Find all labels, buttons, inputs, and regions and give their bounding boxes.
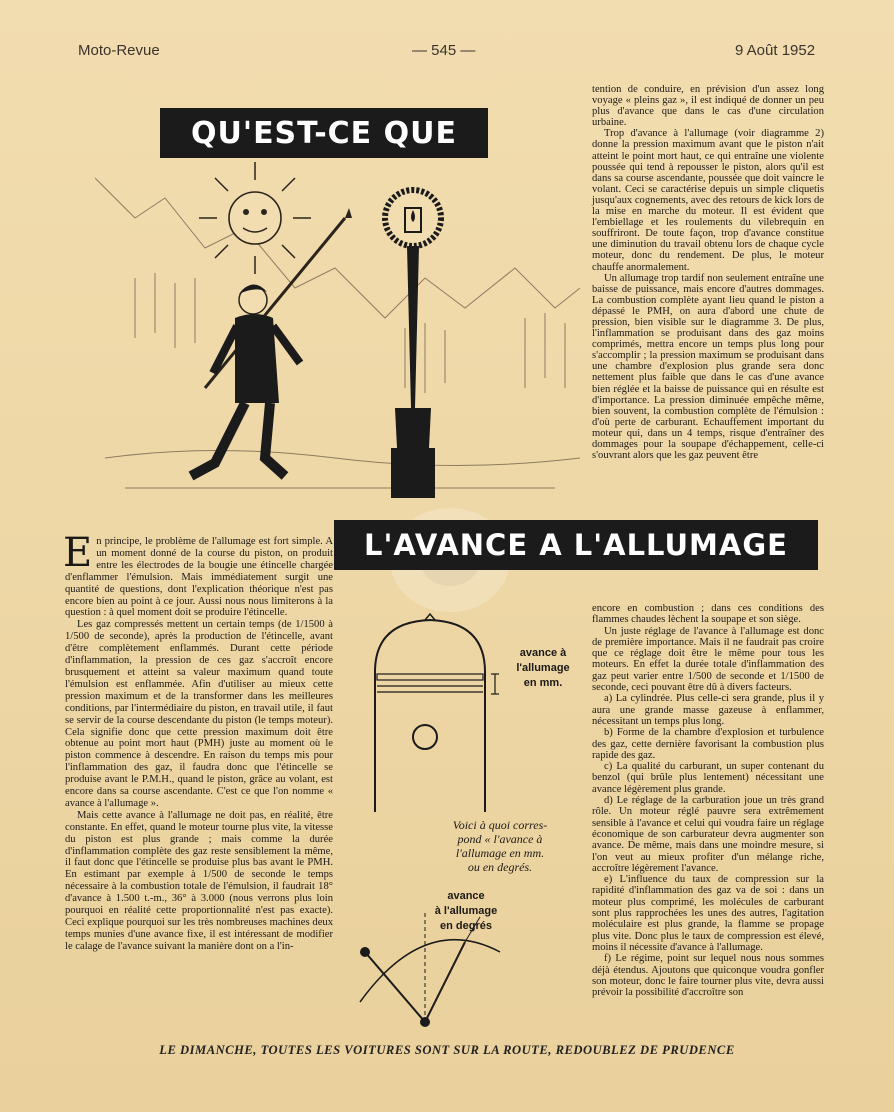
right-lower-paragraph-0: encore en combustion ; dans ces conditions des flammes chaudes lèchent la soupape et son siège. xyxy=(592,603,824,626)
right-column-lower-text xyxy=(592,603,824,998)
right-paragraph-3: Un allumage trop tardif non seulement entraîne une baisse de puissance, mais encore d'autres dommages. La combustion complète ayant lieu quand le piston a dépassé le PMH, on aura d'abord une chute de pression, bien visible sur le diagramme 3. De plus, l'inflammation se produisant dans des gaz moins comprimés, mettra encore un temps plus long pour s'accomplir ; la pression maximum se produisant dans une chambre d'explosion plus grande sera donc nettement plus faible que dans le cas d'une avance bien réglée et la baisse de puissance qui en résulte est d'importance. La pression diminuée empêche même, bien souvent, la combustion complète de l'émulsion : d'où perte de carburant. Echauffement important du moteur qui, dans un 4 temps, risque d'entraîner des dommages pour la soupape d'échappement, celle-ci s'ouvrant alors que les gaz peuvent être xyxy=(592,272,824,462)
intro-paragraph-3: Mais cette avance à l'allumage ne doit pas, en réalité, être constante. En effet, quand le moteur tourne plus vite, la vitesse du piston est plus grande ; mais comme la durée d'inflammation complète des gaz reste sensiblement la même, il faut donc que l'étincelle se produise plus bas avant le PMH. En estimant par exemple à 1/500 de seconde le temps nécessaire à la combustion totale de l'émulsion, il faudrait 18° d'avance à 1.500 t.-m., 36° à 3.000 (nous verrons plus loin pourquoi en réalité cette proportionnalité n'est pas exacte). Ceci explique pourquoi sur les très nombreuses machines deux temps munies d'une avance fixe, il est intéressant de modifier le calage de l'avance suivant la manière dont on a l'in- xyxy=(65,809,333,952)
right-paragraph-1: tention de conduire, en prévision d'un assez long voyage « pleins gaz », il est indiqué de donner un peu plus d'avance que dans le cas d'une circulation urbaine. xyxy=(592,84,824,129)
diagram-label-mm: avance à l'allumage en mm. xyxy=(516,647,570,689)
lamplighter-illustration xyxy=(95,158,580,510)
factor-c: c) La qualité du carburant, un super contenant du benzol (qui brûle plus lentement) nécessitant une avance légèrement plus grande. xyxy=(592,761,824,795)
title-banner-main: L'AVANCE A L'ALLUMAGE xyxy=(334,520,818,570)
intro-paragraph-1: En principe, le problème de l'allumage est fort simple. A un moment donné de la course du piston, on produit entre les électrodes de la bougie une étincelle chargée d'enflammer l'émulsion. Mais immédiatement surgit une quantité de questions, dont l'explication théorique n'est pas encore bien au point à ce jour. Aussi nous nous limiterons à la question : à quel moment doit se produire l'étincelle. xyxy=(63,530,333,619)
street-lamp xyxy=(385,190,441,498)
man-figure xyxy=(191,208,352,476)
diagram-caption: Voici à quoi corres- pond « l'avance à l'allumage en mm. ou en degrés. xyxy=(452,818,548,874)
left-column-text xyxy=(63,530,333,953)
factor-a: a) La cylindrée. Plus celle-ci sera grande, plus il y aura une grande masse gazeuse à enflammer, nécessitant un temps plus long. xyxy=(592,693,824,727)
sun-drawing xyxy=(199,162,311,274)
header-publication: Moto-Revue xyxy=(78,42,160,59)
title-banner-top: QU'EST-CE QUE xyxy=(160,108,488,158)
footer-slogan: LE DIMANCHE, TOUTES LES VOITURES SONT SUR LA ROUTE, REDOUBLEZ DE PRUDENCE xyxy=(159,1043,735,1057)
right-lower-paragraph-1: Un juste réglage de l'avance à l'allumage est donc de première importance. Mais il ne faudrait pas croire que ce réglage doit être le même pour tous les moteurs. En effet la durée totale d'inflammation des gaz peut varier entre 1/500 de seconde et 1/1500 de seconde, ceci pouvant être dû à divers facteurs. xyxy=(592,625,824,694)
header-page-number: — 545 — xyxy=(412,42,476,59)
right-column-upper-text xyxy=(592,84,824,461)
factor-d: d) Le réglage de la carburation joue un très grand rôle. Un moteur réglé pauvre sera extrêmement sensible à l'avance et celui qui voudra faire un réglage économique de son carburateur devra augmenter son avance. De même, mais dans une moindre mesure, si l'on veut au mieux profiter d'un mélange riche, accroître légèrement l'avance. xyxy=(592,795,824,874)
factor-b: b) Forme de la chambre d'explosion et turbulence des gaz, cette dernière favorisant la combustion plus rapide des gaz. xyxy=(592,727,824,761)
factor-e: e) L'influence du taux de compression sur la rapidité d'inflammation des gaz va de soi : dans un moteur plus comprimé, les molécules de carburant sont plus rapprochées les unes des autres, l'agitation moléculaire est plus grande, la flamme se propage plus vite. Donc plus le taux de compression est élevé, moins il nécessite d'avance à l'allumage. xyxy=(592,874,824,953)
factor-f: f) Le régime, point sur lequel nous nous sommes déjà étendus. Ajoutons que quiconque voudra gonfler son moteur, donc le faire tourner plus vite, devra aussi prévoir la possibilité d'accroître son xyxy=(592,953,824,999)
drop-cap: E xyxy=(63,530,93,576)
right-paragraph-2: Trop d'avance à l'allumage (voir diagramme 2) donne la pression maximum avant que le piston n'ait atteint le point mort haut, ce qui entraîne une violente poussée qui tend à repousser le piston, alors qu'il est dans sa course ascendante, poussée que doit vaincre le volant. Ceci se caractérise depuis un simple cliquetis jusqu'aux cognements, avec des retours de kick lors de la mise en marche du moteur. Il est évident que l'embiellage et les roulements du vilebrequin en souffriront. De toute façon, trop d'avance constitue une diminution du travail obtenu lors de chaque cycle moteur, donc du rendement. De plus, le moteur chauffe anormalement. xyxy=(592,128,824,273)
diagram-label-degrees: avance à l'allumage en degrés xyxy=(434,890,498,932)
intro-paragraph-2: Les gaz compressés mettent un certain temps (de 1/1500 à 1/500 de seconde), après la production de l'étincelle, avant d'être complètement enflammés. Durant cette période d'inflammation, la pression de ces gaz s'accroît encore brusquement et atteint sa valeur maximum quand toute l'émulsion est enflammée. Afin d'utiliser au mieux cette pression maximum et de la transformer dans les meilleures conditions, par l'intermédiaire du piston, en travail utile, il faut se servir de la course descendante du piston (le temps moteur). Cela signifie donc que cette pression maximum doit être obtenue au point mort haut (PMH) juste au moment où le piston commence à descendre. En raison du temps mis pour l'inflammation des gaz, il faudra donc que l'étincelle se produise avant le P.M.H., quand le piston, grâce au volant, est encore dans sa course ascendante. C'est ce que l'on nomme « avance à l'allumage ». xyxy=(65,619,333,809)
header-date: 9 Août 1952 xyxy=(735,42,816,59)
mountain-background xyxy=(95,178,580,488)
